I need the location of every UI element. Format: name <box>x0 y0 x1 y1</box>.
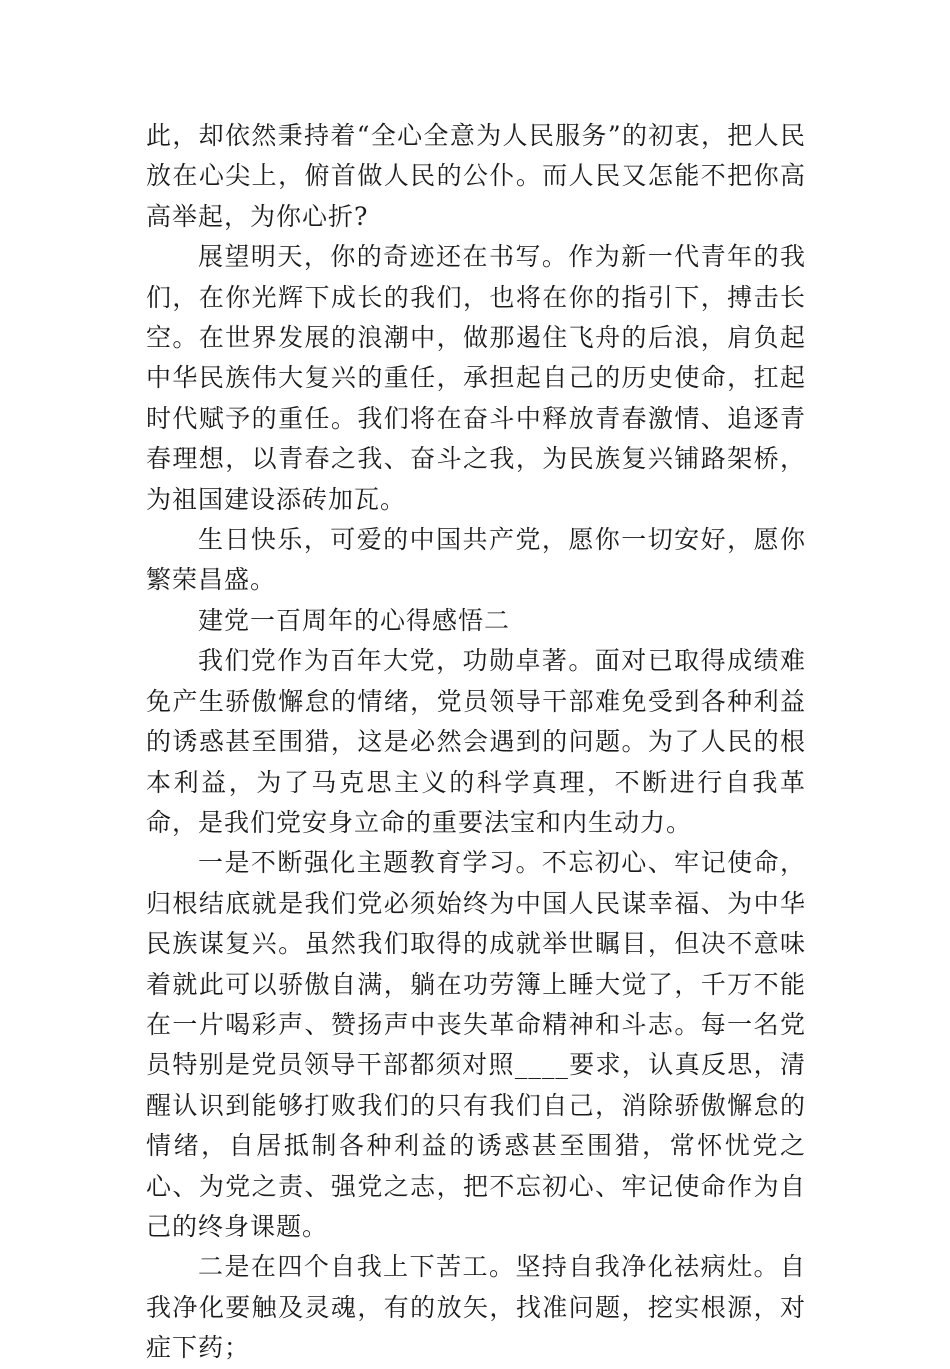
paragraph-5: 一是不断强化主题教育学习。不忘初心、牢记使命，归根结底就是我们党必须始终为中国人民谋幸福、为中华民族谋复兴。虽然我们取得的成就举世瞩目，但决不意味着就此可以骄傲自满，躺在功劳簿上睡大觉了，千万不能在一片喝彩声、赞扬声中丧失革命精神和斗志。每一名党员特别是党员领导干部都须对照____要求，认真反思，清醒认识到能够打败我们的只有我们自己，消除骄傲懈怠的情绪，自居抵制各种利益的诱惑甚至围猎，常怀忧党之心、为党之责、强党之志，把不忘初心、牢记使命作为自己的终身课题。 <box>146 848 806 1241</box>
paragraph-2: 展望明天，你的奇迹还在书写。作为新一代青年的我们，在你光辉下成长的我们，也将在你的指引下，搏击长空。在世界发展的浪潮中，做那遏住飞舟的后浪，肩负起中华民族伟大复兴的重任，承担起自己的历史使命，扛起时代赋予的重任。我们将在奋斗中释放青春激情、追逐青春理想，以青春之我、奋斗之我，为民族复兴铺路架桥，为祖国建设添砖加瓦。 <box>146 242 806 514</box>
paragraph-4: 我们党作为百年大党，功勋卓著。面对已取得成绩难免产生骄傲懈怠的情绪，党员领导干部难免受到各种利益的诱惑甚至围猎，这是必然会遇到的问题。为了人民的根本利益，为了马克思主义的科学真理，不断进行自我革命，是我们党安身立命的重要法宝和内生动力。 <box>146 646 806 837</box>
paragraph-3: 生日快乐，可爱的中国共产党，愿你一切安好，愿你繁荣昌盛。 <box>146 525 806 595</box>
paragraph-6: 二是在四个自我上下苦工。坚持自我净化祛病灶。自我净化要触及灵魂，有的放矢，找准问题，挖实根源，对症下药； <box>146 1252 806 1363</box>
document-body <box>146 116 806 1369</box>
section-heading: 建党一百周年的心得感悟二 <box>198 605 511 635</box>
paragraph-1: 此，却依然秉持着“全心全意为人民服务”的初衷，把人民放在心尖上，俯首做人民的公仆。而人民又怎能不把你高高举起，为你心折? <box>146 121 806 231</box>
